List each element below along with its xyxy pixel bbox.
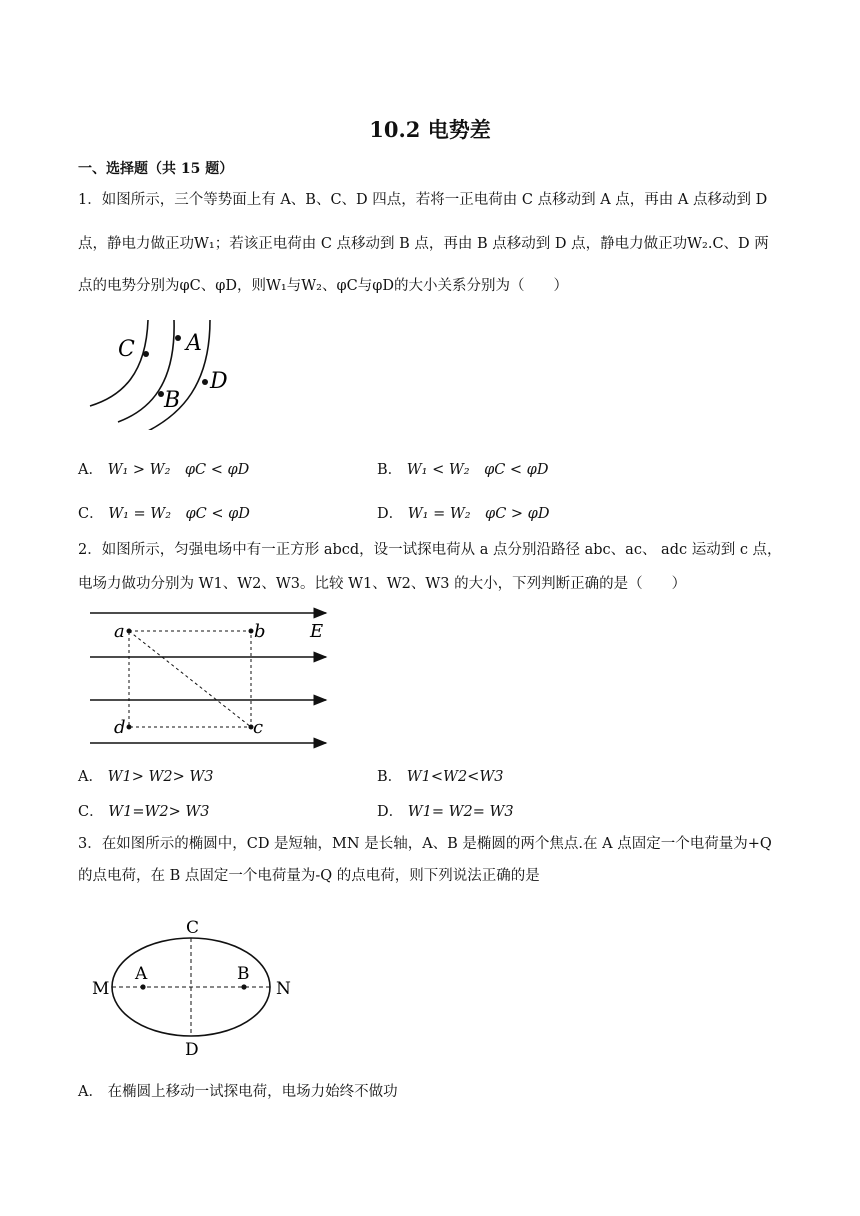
option-text: 在椭圆上移动一试探电荷，电场力始终不做功 xyxy=(107,1084,398,1100)
q1-option-c xyxy=(78,502,250,523)
q3-line-1: 3．在如图所示的椭圆中，CD 是短轴，MN 是长轴，A、B 是椭圆的两个焦点.在 A 点固定一个电荷量为+Q xyxy=(78,836,772,852)
point-a xyxy=(140,984,145,989)
option-text: W₁ > W₂ φC < φD xyxy=(107,462,250,478)
uniform-field-figure xyxy=(88,605,333,750)
equipotential-figure xyxy=(78,318,238,430)
point-b xyxy=(241,984,246,989)
q2-option-c xyxy=(78,800,210,821)
option-letter: A． xyxy=(78,462,103,478)
diagonal-ac xyxy=(129,631,251,727)
label-c: c xyxy=(253,717,264,738)
label-b: B xyxy=(164,388,181,413)
label-c: C xyxy=(118,337,135,362)
point-a xyxy=(127,629,132,634)
option-letter: C． xyxy=(78,804,104,820)
q1-line-1: 1．如图所示，三个等势面上有 A、B、C、D 四点，若将一正电荷由 C 点移动到 A 点，再由 A 点移动到 D xyxy=(78,192,768,208)
label-e: E xyxy=(310,621,324,642)
label-c: C xyxy=(186,918,200,938)
option-letter: D． xyxy=(377,506,404,522)
point-b xyxy=(249,629,254,634)
option-letter: B． xyxy=(377,769,403,785)
option-letter: C． xyxy=(78,506,104,522)
point-d xyxy=(202,379,208,385)
q2-option-a xyxy=(78,765,214,786)
label-m: M xyxy=(92,979,110,999)
label-n: N xyxy=(276,979,291,999)
q2-option-d xyxy=(377,800,514,821)
option-letter: A． xyxy=(78,1084,103,1100)
label-a: A xyxy=(186,331,202,356)
option-text: W1=W2> W3 xyxy=(108,804,210,820)
q1-line-3: 点的电势分别为φC、φD，则W₁与W₂、φC与φD的大小关系分别为（ ） xyxy=(78,278,568,294)
point-c xyxy=(143,351,149,357)
label-d: d xyxy=(114,717,126,738)
q2-line-1: 2．如图所示，匀强电场中有一正方形 abcd，设一试探电荷从 a 点分别沿路径 abc、ac、 adc 运动到 c 点， xyxy=(78,542,782,558)
q1-option-b xyxy=(377,458,548,479)
q1-line-2: 点，静电力做正功W₁；若该正电荷由 C 点移动到 B 点，再由 B 点移动到 D 点，静电力做正功W₂.C、D 两 xyxy=(78,236,769,252)
section-heading: 一、选择题（共 15 题） xyxy=(78,161,234,177)
label-d: D xyxy=(185,1040,199,1060)
equipotential-line-1 xyxy=(90,320,148,406)
q1-option-d xyxy=(377,502,549,523)
option-text: W1<W2<W3 xyxy=(406,769,504,785)
q1-option-a xyxy=(78,458,249,479)
option-text: W₁ < W₂ φC < φD xyxy=(406,462,549,478)
option-text: W₁ = W₂ φC < φD xyxy=(108,506,250,522)
q2-line-2: 电场力做功分别为 W1、W2、W3。比较 W1、W2、W3 的大小，下列判断正确的是（ ） xyxy=(78,576,687,592)
q2-option-b xyxy=(377,765,503,786)
ellipse-figure xyxy=(88,915,298,1060)
square-abcd xyxy=(129,631,251,727)
option-text: W₁ = W₂ φC > φD xyxy=(407,506,550,522)
option-letter: A． xyxy=(78,769,103,785)
label-d: D xyxy=(210,369,228,394)
label-b: B xyxy=(237,964,250,984)
q3-line-2: 的点电荷，在 B 点固定一个电荷量为-Q 的点电荷，则下列说法正确的是 xyxy=(78,868,540,884)
label-a: A xyxy=(135,964,148,984)
point-d xyxy=(127,725,132,730)
label-b: b xyxy=(254,621,266,642)
option-letter: B． xyxy=(377,462,403,478)
option-text: W1= W2= W3 xyxy=(407,804,514,820)
option-text: W1> W2> W3 xyxy=(107,769,214,785)
q3-option-a xyxy=(78,1080,398,1101)
page-title: 10.2 电势差 xyxy=(369,117,491,142)
option-letter: D． xyxy=(377,804,404,820)
point-a xyxy=(175,335,181,341)
label-a: a xyxy=(114,621,125,642)
